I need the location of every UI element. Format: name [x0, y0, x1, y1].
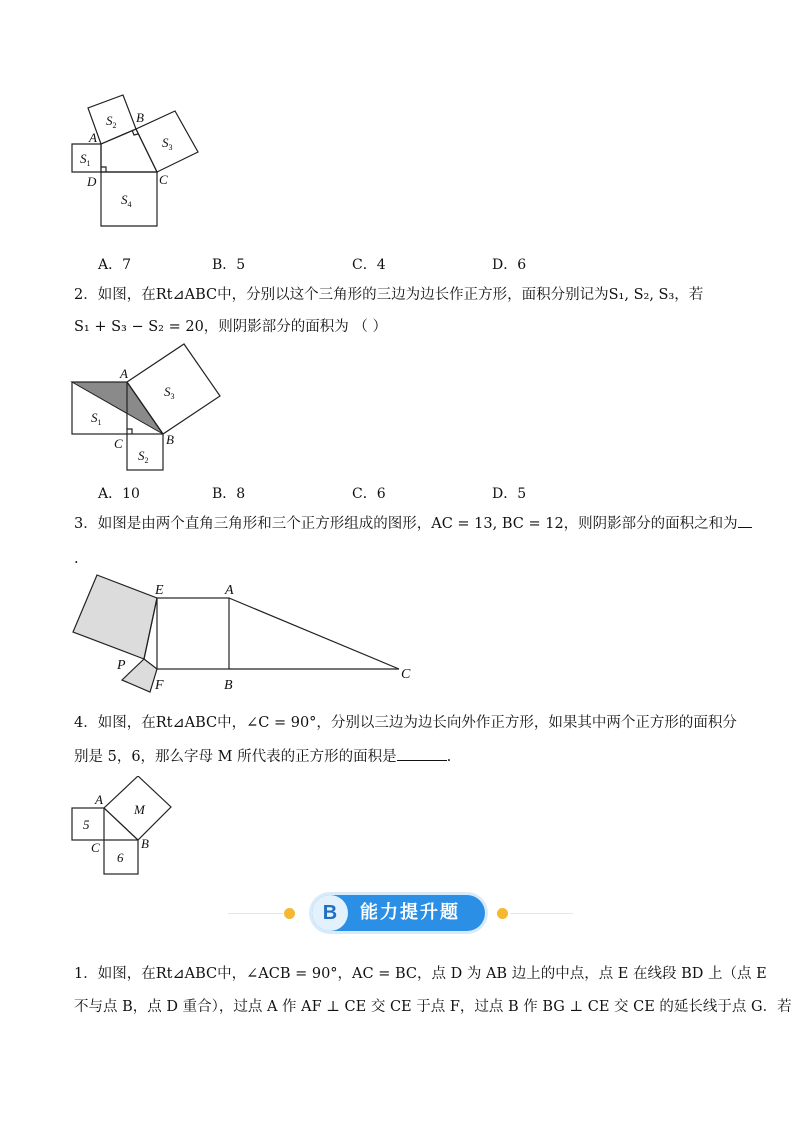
q2-stem-line1: 2．如图，在Rt⊿ABC中，分别以这个三角形的三边为边长作正方形，面积分别记为S₁, S₂, S₃，若: [74, 287, 704, 303]
q2-label-s2: $S_2$: [138, 448, 149, 465]
q1-label-s2: $S_2$: [106, 113, 117, 130]
q4-stem-line2: [74, 747, 451, 767]
q2-figure: [60, 338, 240, 478]
q4-label-m: M: [134, 802, 145, 817]
p1-stem-line1: 1．如图，在Rt⊿ABC中，∠ACB = 90°，AC = BC，点 D 为 AB 边上的中点，点 E 在线段 BD 上（点 E: [74, 966, 767, 982]
q1-label-s1: $S_1$: [80, 151, 91, 168]
q4-label-5: 5: [83, 817, 90, 832]
q3-label-e: E: [155, 583, 164, 598]
q2-option-a: A．10: [98, 486, 140, 502]
section-badge: [312, 895, 485, 931]
q1-square-s4: [101, 172, 157, 226]
q2-label-b: B: [166, 432, 174, 447]
q2-shaded-region: [72, 382, 163, 434]
q1-figure: [60, 88, 220, 238]
q2-label-a: A: [120, 366, 128, 381]
q2-option-b: B．8: [212, 486, 246, 502]
q2-option-c: C．6: [352, 486, 386, 502]
q1-option-d: D．6: [492, 257, 527, 273]
q3-shaded-square-small: [122, 659, 157, 692]
q4-stem-text: 别是 5，6，那么字母 M 所代表的正方形的面积是: [74, 749, 397, 765]
q1-label-a: A: [89, 130, 97, 145]
q3-label-c: C: [401, 667, 411, 682]
q3-label-p: P: [117, 658, 126, 673]
q1-label-d: D: [87, 174, 97, 189]
q2-right-angle-c: [127, 429, 132, 434]
section-dot-right: [497, 908, 508, 919]
q3-answer-blank: [738, 527, 752, 528]
q4-stem-end: .: [446, 749, 452, 765]
q3-label-b: B: [224, 678, 233, 693]
section-divider-left: [228, 913, 283, 914]
q3-stem-text: 3．如图是由两个直角三角形和三个正方形组成的图形，AC = 13, BC = 12，则阴影部分的面积之和为: [74, 516, 738, 532]
q2-label-s3: $S_3$: [164, 384, 175, 401]
q3-label-a: A: [225, 583, 234, 598]
q3-stem-line1: [74, 514, 752, 534]
section-dot-left: [284, 908, 295, 919]
q3-square-eabf: [157, 598, 229, 669]
q3-label-f: F: [155, 678, 164, 693]
section-letter: B: [312, 895, 348, 931]
q1-label-b: B: [136, 110, 144, 125]
q2-label-s1: $S_1$: [91, 410, 102, 427]
section-title: 能力提升题: [360, 902, 460, 923]
q1-right-angle-d: [101, 167, 106, 172]
q1-option-a: A．7: [98, 257, 132, 273]
q4-figure: [60, 776, 190, 876]
q3-segment-ac: [229, 598, 399, 669]
q4-label-a: A: [95, 792, 103, 807]
q2-stem-line2: S₁ + S₃ − S₂ = 20，则阴影部分的面积为 （ ）: [74, 319, 388, 335]
q1-label-s3: $S_3$: [162, 135, 173, 152]
q4-stem-line1: 4．如图，在Rt⊿ABC中，∠C = 90°，分别以三边为边长向外作正方形，如果其中两个正方形的面积分: [74, 715, 737, 731]
q4-label-6: 6: [117, 850, 124, 865]
q2-option-d: D．5: [492, 486, 527, 502]
q3-figure: [60, 568, 430, 698]
q4-label-c: C: [91, 840, 100, 855]
section-header: [228, 893, 573, 935]
q1-quadrilateral: [101, 129, 157, 172]
q1-option-c: C．4: [352, 257, 386, 273]
q4-label-b: B: [141, 836, 149, 851]
q1-label-s4: $S_4$: [121, 192, 132, 209]
section-divider-right: [510, 913, 573, 914]
q4-hypotenuse: [104, 808, 138, 840]
q3-stem-line2: .: [74, 551, 79, 567]
q3-shaded-square-large: [73, 575, 157, 659]
q1-option-b: B．5: [212, 257, 246, 273]
q2-label-c: C: [114, 436, 123, 451]
p1-stem-line2: 不与点 B，点 D 重合），过点 A 作 AF ⊥ CE 交 CE 于点 F，过点 B 作 BG ⊥ CE 交 CE 的延长线于点 G．若: [74, 999, 792, 1015]
q4-answer-blank: [397, 760, 447, 761]
q1-label-c: C: [159, 172, 168, 187]
